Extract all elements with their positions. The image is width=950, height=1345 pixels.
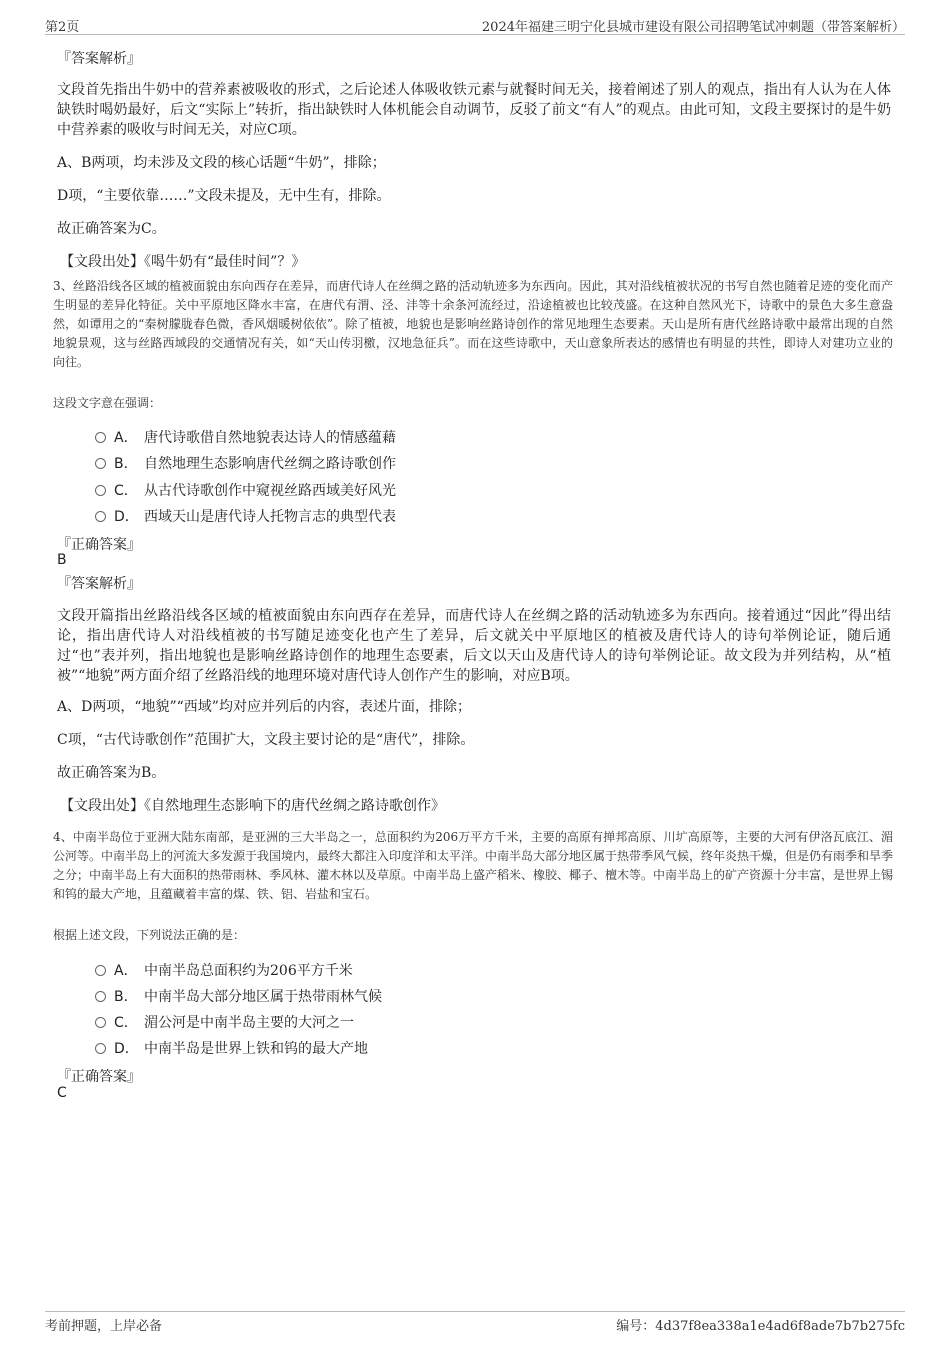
correct-answer: C [57,1085,67,1101]
question-4-option-c[interactable]: C． 湄公河是中南半岛主要的大河之一 [95,1012,354,1032]
source-citation: 【文段出处】《喝牛奶有“最佳时间”？》 [60,254,306,270]
analysis-line-c: C项，“古代诗歌创作”范围扩大，文段主要讨论的是“唐代”，排除。 [57,732,475,748]
question-3-option-a[interactable]: A． 唐代诗歌借自然地貌表达诗人的情感蕴藉 [95,427,396,447]
document-title: 2024年福建三明宁化县城市建设有限公司招聘笔试冲刺题（带答案解析） [481,20,905,35]
analysis-conclusion: 故正确答案为B。 [57,765,166,781]
analysis-label: 『答案解析』 [57,51,141,67]
question-4-option-b[interactable]: B． 中南半岛大部分地区属于热带雨林气候 [95,986,382,1006]
question-4-prompt: 根据上述文段，下列说法正确的是： [53,928,246,942]
question-3-option-b[interactable]: B． 自然地理生态影响唐代丝绸之路诗歌创作 [95,453,396,473]
radio-icon[interactable] [95,432,106,443]
analysis-line-d: D项，“主要依靠……”文段未提及，无中生有，排除。 [57,188,391,204]
radio-icon[interactable] [95,965,106,976]
correct-answer-label: 『正确答案』 [57,1069,141,1085]
radio-icon[interactable] [95,1017,106,1028]
radio-icon[interactable] [95,991,106,1002]
radio-icon[interactable] [95,485,106,496]
page-footer [45,1311,905,1332]
correct-answer-label: 『正确答案』 [57,537,141,553]
question-3-option-c[interactable]: C． 从古代诗歌创作中窥视丝路西域美好风光 [95,480,396,500]
analysis-conclusion: 故正确答案为C。 [57,221,166,237]
question-4-option-d[interactable]: D． 中南半岛是世界上铁和钨的最大产地 [95,1038,368,1058]
analysis-label: 『答案解析』 [57,576,141,592]
page-number: 第2页 [45,20,80,35]
radio-icon[interactable] [95,458,106,469]
question-3-stem: 3、丝路沿线各区域的植被面貌由东向西存在差异，而唐代诗人在丝绸之路的活动轨迹多为东西向。因此，其对沿线植被状况的书写自然也随着足迹的变化而产生明显的差异化特征。关中平原地区降水丰富，在唐代有渭、泾、沣等十余条河流经过，沿途植被也比较茂盛。在这种自然风光下，诗歌中的景色大多生意盎然，如谭用之的“秦树朦胧春色微，香风烟暖树依依”。除了植被，地貌也是影响丝路诗创作的常见地理生态要素。天山是所有唐代丝路诗歌中最常出现的自然地貌景观，这与丝路西域段的交通情况有关，如“天山传羽檄，汉地急征兵”。而在这些诗歌中，天山意象所表达的感情也有明显的共性，即诗人对建功立业的向往。 [53,279,893,369]
analysis-text: 文段首先指出牛奶中的营养素被吸收的形式，之后论述人体吸收铁元素与就餐时间无关，接着阐述了别人的观点，指出有人认为在人体缺铁时喝奶最好，后文“实际上”转折，指出缺铁时人体机能会自动调节，反驳了前文“有人”的观点。由此可知，文段主要探讨的是牛奶中营养素的吸收与时间无关，对应C项。 [57,82,891,138]
correct-answer: B [57,552,67,568]
question-3-prompt: 这段文字意在强调： [53,396,162,410]
question-4-option-a[interactable]: A． 中南半岛总面积约为206平方千米 [95,960,353,980]
analysis-line-ad: A、D两项，“地貌”“西域”均对应并列后的内容，表述片面，排除； [57,699,471,715]
document-code: 编号：4d37f8ea338a1e4ad6f8ade7b7b275fc [616,1319,905,1334]
radio-icon[interactable] [95,511,106,522]
source-citation: 【文段出处】《自然地理生态影响下的唐代丝绸之路诗歌创作》 [60,798,445,814]
footer-slogan: 考前押题，上岸必备 [45,1319,163,1334]
analysis-line-ab: A、B两项，均未涉及文段的核心话题“牛奶”，排除； [57,155,386,171]
radio-icon[interactable] [95,1043,106,1054]
question-4-stem: 4、中南半岛位于亚洲大陆东南部，是亚洲的三大半岛之一，总面积约为206万平方千米，主要的高原有掸邦高原、川圹高原等，主要的大河有伊洛瓦底江、湄公河等。中南半岛上的河流大多发源于我国境内，最终大都注入印度洋和太平洋。中南半岛大部分地区属于热带季风气候，终年炎热干燥，但是仍有雨季和旱季之分；中南半岛上有大面积的热带雨林、季风林、灌木林以及草原。中南半岛上盛产稻米、橡胶、椰子、檀木等。中南半岛上的矿产资源十分丰富，是世界上锡和钨的最大产地，且蕴藏着丰富的煤、铁、铝、岩盐和宝石。 [53,830,894,901]
question-3-option-d[interactable]: D． 西域天山是唐代诗人托物言志的典型代表 [95,506,396,526]
analysis-text: 文段开篇指出丝路沿线各区域的植被面貌由东向西存在差异，而唐代诗人在丝绸之路的活动轨迹多为东西向。接着通过“因此”得出结论，指出唐代诗人对沿线植被的书写随足迹变化也产生了差异，后文就关中平原地区的植被及唐代诗人的诗句举例论证，随后通过“也”表并列，指出地貌也是影响丝路诗创作的地理生态要素，后文以天山及唐代诗人的诗句举例论证。故文段为并列结构，从“植被”“地貌”两方面介绍了丝路沿线的地理环境对唐代诗人创作产生的影响，对应B项。 [57,608,891,684]
